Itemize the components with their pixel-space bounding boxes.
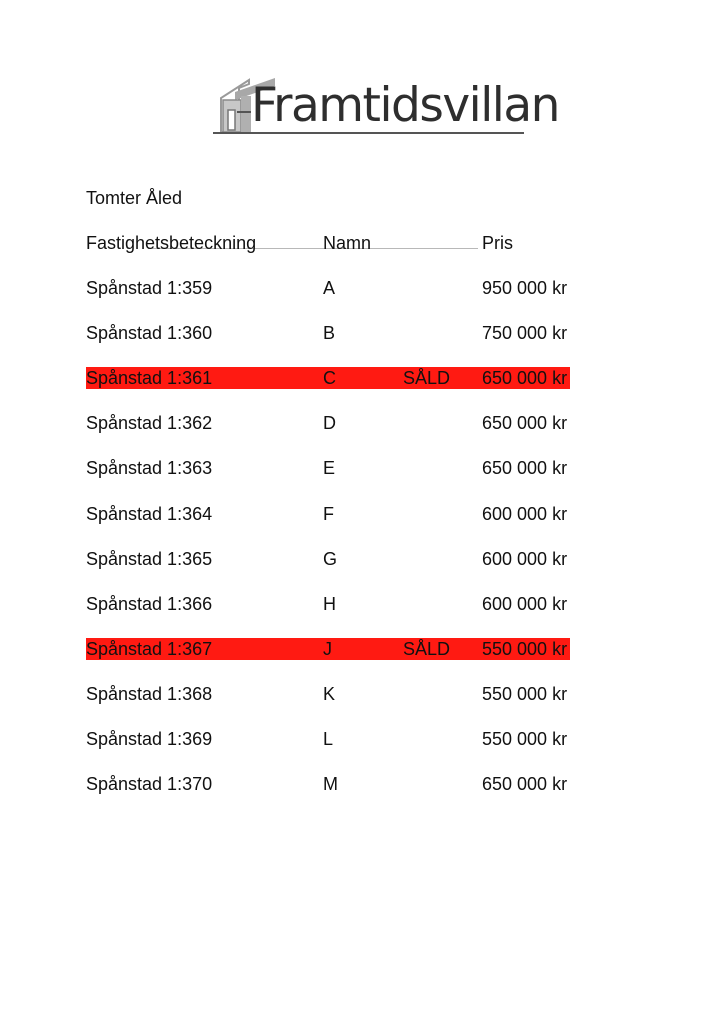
- header-property: Fastighetsbeteckning: [86, 233, 257, 253]
- table-row: [86, 503, 570, 525]
- row-property: Spånstad 1:368: [86, 684, 213, 704]
- row-name: M: [323, 774, 338, 794]
- header-price: Pris: [482, 233, 513, 253]
- row-property: Spånstad 1:362: [86, 413, 213, 433]
- table-row: [86, 457, 570, 479]
- logo-wordmark: Framtidsvillan: [251, 78, 559, 133]
- row-name: B: [323, 323, 336, 343]
- table-row-sold: [86, 367, 570, 389]
- table-row: [86, 773, 570, 795]
- row-name: H: [323, 594, 336, 614]
- row-name: A: [323, 278, 336, 298]
- row-price: 950 000 kr: [482, 278, 568, 298]
- row-name: C: [323, 368, 336, 388]
- row-property: Spånstad 1:359: [86, 278, 213, 298]
- row-name: E: [323, 458, 336, 478]
- row-property: Spånstad 1:360: [86, 323, 213, 343]
- row-name: L: [323, 729, 334, 749]
- row-name: K: [323, 684, 336, 704]
- row-property: Spånstad 1:367: [86, 639, 213, 659]
- table-row-sold: [86, 638, 570, 660]
- table-row: [86, 593, 570, 615]
- row-property: Spånstad 1:370: [86, 774, 213, 794]
- row-name: D: [323, 413, 336, 433]
- row-price: 600 000 kr: [482, 504, 568, 524]
- row-price: 650 000 kr: [482, 458, 568, 478]
- table-row: [86, 728, 570, 750]
- logo: [211, 76, 559, 138]
- row-price: 600 000 kr: [482, 594, 568, 614]
- row-price: 650 000 kr: [482, 368, 568, 388]
- row-property: Spånstad 1:369: [86, 729, 213, 749]
- row-price: 650 000 kr: [482, 413, 568, 433]
- row-name: G: [323, 549, 338, 569]
- row-status: SÅLD: [403, 639, 451, 659]
- row-price: 550 000 kr: [482, 639, 568, 659]
- row-property: Spånstad 1:364: [86, 504, 213, 524]
- document-title: Tomter Åled: [86, 188, 183, 208]
- table-row: [86, 277, 570, 299]
- table-row: [86, 548, 570, 570]
- table-row: [86, 683, 570, 705]
- row-property: Spånstad 1:361: [86, 368, 213, 388]
- row-status: SÅLD: [403, 368, 451, 388]
- row-name: F: [323, 504, 334, 524]
- row-property: Spånstad 1:363: [86, 458, 213, 478]
- row-price: 550 000 kr: [482, 729, 568, 749]
- header-name: Namn: [323, 233, 372, 253]
- table-header: [86, 232, 570, 254]
- row-name: J: [323, 639, 332, 659]
- table-row: [86, 412, 570, 434]
- row-property: Spånstad 1:365: [86, 549, 213, 569]
- table-row: [86, 322, 570, 344]
- row-property: Spånstad 1:366: [86, 594, 213, 614]
- row-price: 650 000 kr: [482, 774, 568, 794]
- row-price: 550 000 kr: [482, 684, 568, 704]
- row-price: 600 000 kr: [482, 549, 568, 569]
- row-price: 750 000 kr: [482, 323, 568, 343]
